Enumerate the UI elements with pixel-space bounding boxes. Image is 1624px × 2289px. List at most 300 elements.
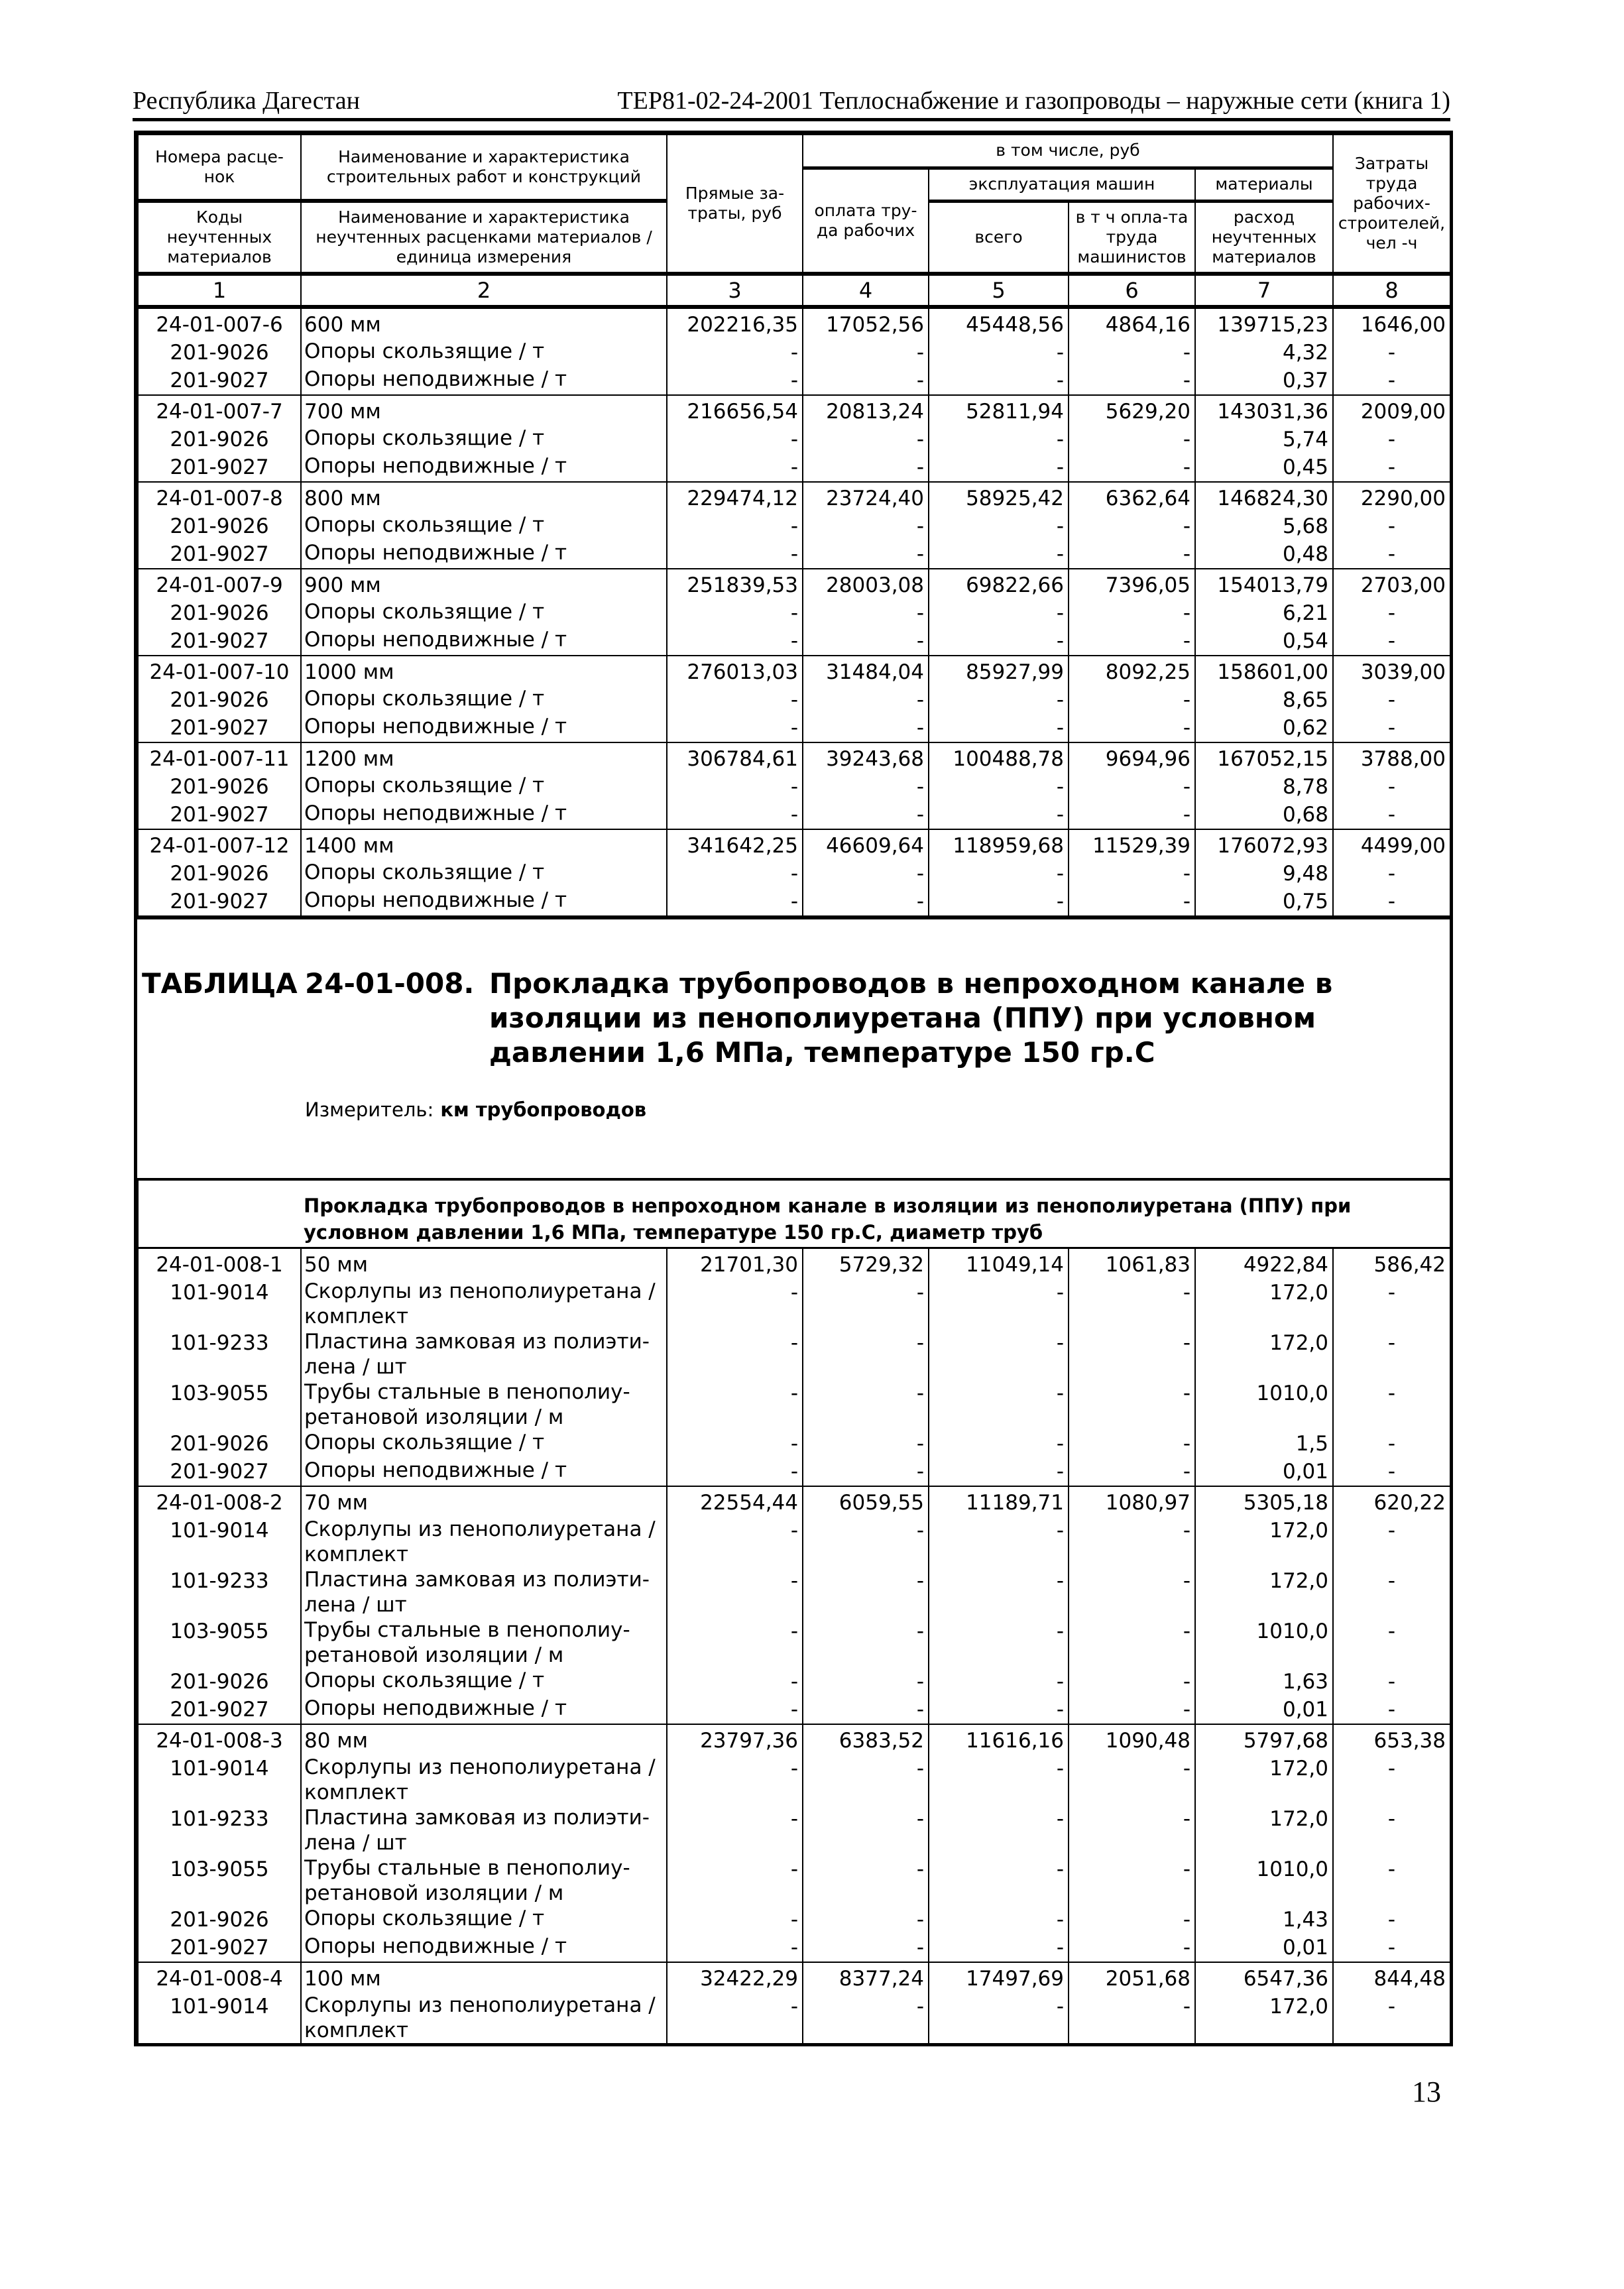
direct-costs: - [667,1755,803,1805]
material-name: Опоры скользящие / т [301,1906,667,1934]
machine-wages: 4864,16 [1069,307,1195,339]
wages: 28003,08 [803,569,929,599]
material-name: Трубы стальные в пенополиу-ретановой изоляции / м [301,1855,667,1906]
materials-consumption: 8,78 [1195,773,1333,801]
labor: - [1333,1993,1450,2043]
machine-wages: - [1069,773,1195,801]
materials: 143031,36 [1195,395,1333,426]
materials-consumption: 0,01 [1195,1696,1333,1724]
machine-wages: - [1069,1430,1195,1458]
machine-wages: - [1069,627,1195,656]
machines-total: - [929,686,1069,714]
rate-code: 24-01-008-1 [138,1248,301,1279]
table-007-body [138,307,1450,917]
material-row [138,1430,1450,1458]
machine-wages: - [1069,801,1195,829]
material-code: 201-9026 [138,860,301,888]
materials-consumption: 172,0 [1195,1805,1333,1855]
material-code: 101-9014 [138,1517,301,1567]
material-code: 101-9233 [138,1329,301,1379]
rate-code: 24-01-007-10 [138,656,301,686]
materials: 5797,68 [1195,1724,1333,1755]
table-008-body [138,1248,1450,2044]
material-name: Опоры скользящие / т [301,512,667,540]
direct-costs: 306784,61 [667,742,803,773]
wages: 20813,24 [803,395,929,426]
wages: 46609,64 [803,829,929,860]
material-name: Опоры скользящие / т [301,1668,667,1696]
material-row [138,1617,1450,1668]
material-code: 201-9027 [138,1458,301,1486]
materials-consumption: 0,48 [1195,540,1333,569]
materials: 146824,30 [1195,482,1333,512]
material-code: 201-9027 [138,801,301,829]
material-row [138,512,1450,540]
direct-costs: - [667,453,803,482]
materials-consumption: 172,0 [1195,1329,1333,1379]
material-row [138,1696,1450,1724]
rate-name: 70 мм [301,1486,667,1517]
materials-consumption: 0,37 [1195,367,1333,395]
rate-name: 600 мм [301,307,667,339]
materials-consumption: 1010,0 [1195,1617,1333,1668]
col-number: 2 [301,274,667,307]
machine-wages: - [1069,1755,1195,1805]
direct-costs: - [667,1617,803,1668]
rate-row [138,1486,1450,1517]
machine-wages: - [1069,1279,1195,1329]
direct-costs: - [667,801,803,829]
measurer-value: км трубопроводов [440,1098,647,1121]
machines-total: - [929,512,1069,540]
rate-row [138,656,1450,686]
labor: - [1333,860,1450,888]
material-row [138,599,1450,627]
machines-total: - [929,599,1069,627]
machine-wages: - [1069,1567,1195,1617]
labor: - [1333,1755,1450,1805]
wages: - [803,1934,929,1962]
materials-consumption: 1,5 [1195,1430,1333,1458]
page-number: 13 [1412,2076,1441,2108]
machines-total: 100488,78 [929,742,1069,773]
wages: - [803,426,929,453]
machine-wages: - [1069,339,1195,367]
material-code: 201-9026 [138,1430,301,1458]
materials-consumption: 0,62 [1195,714,1333,742]
labor: - [1333,888,1450,917]
material-row [138,714,1450,742]
rate-row [138,569,1450,599]
material-row [138,1329,1450,1379]
rate-code: 24-01-007-11 [138,742,301,773]
wages: - [803,1755,929,1805]
wages: 5729,32 [803,1248,929,1279]
material-name: Пластина замковая из полиэти-лена / шт [301,1329,667,1379]
wages: - [803,1668,929,1696]
col-number: 6 [1069,274,1195,307]
rates-table [134,131,1453,2046]
rate-name: 50 мм [301,1248,667,1279]
machines-total: 11189,71 [929,1486,1069,1517]
machine-wages: - [1069,1617,1195,1668]
section-subheader: Прокладка трубопроводов в непроходном канале в изоляции из пенополиуретана (ППУ) при условном давлении 1,6 МПа, температуре 150 гр.С, диаметр труб [301,1179,1450,1248]
labor: 844,48 [1333,1962,1450,1993]
materials-consumption: 172,0 [1195,1755,1333,1805]
materials-consumption: 172,0 [1195,1993,1333,2043]
material-name: Опоры неподвижные / т [301,453,667,482]
labor: - [1333,367,1450,395]
material-row [138,1517,1450,1567]
including-header: в том числе, руб [803,135,1333,168]
direct-costs: - [667,1458,803,1486]
labor: - [1333,1517,1450,1567]
material-code: 101-9014 [138,1993,301,2043]
material-code: 101-9233 [138,1567,301,1617]
material-code: 201-9026 [138,773,301,801]
machine-wages: - [1069,1855,1195,1906]
rate-name: 1400 мм [301,829,667,860]
material-row [138,773,1450,801]
machines-total: 118959,68 [929,829,1069,860]
rate-row [138,829,1450,860]
rate-code: 24-01-007-12 [138,829,301,860]
machine-wages: 8092,25 [1069,656,1195,686]
material-row [138,540,1450,569]
col2-bottom-header: Наименование и характеристика неучтенных расценками материалов / единица измерения [301,201,667,274]
machines-total: 52811,94 [929,395,1069,426]
machine-wages: - [1069,1993,1195,2043]
material-code: 201-9027 [138,367,301,395]
wages: 23724,40 [803,482,929,512]
labor: - [1333,1668,1450,1696]
material-code: 201-9027 [138,888,301,917]
direct-costs: 21701,30 [667,1248,803,1279]
machine-wages: 9694,96 [1069,742,1195,773]
material-code: 201-9026 [138,426,301,453]
col-number: 8 [1333,274,1450,307]
rate-name: 700 мм [301,395,667,426]
material-name: Опоры неподвижные / т [301,1696,667,1724]
labor: - [1333,453,1450,482]
machines-total: 85927,99 [929,656,1069,686]
material-code: 201-9027 [138,453,301,482]
rate-name: 1000 мм [301,656,667,686]
materials-consumption: 0,75 [1195,888,1333,917]
machine-wages: - [1069,453,1195,482]
wages: - [803,714,929,742]
material-row [138,426,1450,453]
material-name: Скорлупы из пенополиуретана / комплект [301,1993,667,2043]
material-row [138,1934,1450,1962]
material-row [138,801,1450,829]
rate-code: 24-01-008-2 [138,1486,301,1517]
machines-total: - [929,714,1069,742]
direct-costs: - [667,367,803,395]
labor: - [1333,714,1450,742]
machines-total: 17497,69 [929,1962,1069,1993]
labor: - [1333,627,1450,656]
material-code: 201-9027 [138,1934,301,1962]
material-row [138,860,1450,888]
wages: - [803,627,929,656]
material-name: Скорлупы из пенополиуретана / комплект [301,1279,667,1329]
direct-costs: - [667,686,803,714]
labor: 2009,00 [1333,395,1450,426]
machines-total: - [929,1805,1069,1855]
wages: - [803,1855,929,1906]
labor: - [1333,426,1450,453]
labor: - [1333,540,1450,569]
labor: - [1333,1567,1450,1617]
labor: 653,38 [1333,1724,1450,1755]
machine-wages: - [1069,1458,1195,1486]
machine-wages: - [1069,512,1195,540]
labor: 586,42 [1333,1248,1450,1279]
rate-row [138,482,1450,512]
wages: - [803,512,929,540]
machines-total: - [929,1696,1069,1724]
machine-wages: - [1069,714,1195,742]
wages: - [803,453,929,482]
labor-header: Затраты труда рабочих-строителей, чел -ч [1333,135,1450,274]
wages: - [803,1805,929,1855]
materials-consumption: 172,0 [1195,1279,1333,1329]
machines-total: - [929,453,1069,482]
labor: - [1333,1855,1450,1906]
direct-costs: - [667,1993,803,2043]
rate-name: 1200 мм [301,742,667,773]
labor: - [1333,512,1450,540]
labor: 1646,00 [1333,307,1450,339]
wages: - [803,1993,929,2043]
direct-costs: - [667,1517,803,1567]
labor: - [1333,599,1450,627]
machine-wages: - [1069,860,1195,888]
labor: - [1333,1430,1450,1458]
direct-costs: - [667,426,803,453]
col-number: 5 [929,274,1069,307]
machine-wages: - [1069,1906,1195,1934]
wages: - [803,1906,929,1934]
material-code: 201-9026 [138,1906,301,1934]
materials-consumption: 1,43 [1195,1906,1333,1934]
machines-total: - [929,1279,1069,1329]
materials-consumption: 6,21 [1195,599,1333,627]
material-name: Опоры скользящие / т [301,860,667,888]
rate-row [138,742,1450,773]
material-code: 103-9055 [138,1855,301,1906]
machines-total: 69822,66 [929,569,1069,599]
material-row [138,1279,1450,1329]
materials-consumption: 172,0 [1195,1517,1333,1567]
machines-total: 11616,16 [929,1724,1069,1755]
labor: 4499,00 [1333,829,1450,860]
machines-total: - [929,426,1069,453]
col-number: 7 [1195,274,1333,307]
material-row [138,1993,1450,2043]
rate-code: 24-01-007-9 [138,569,301,599]
material-name: Опоры скользящие / т [301,339,667,367]
direct-costs: - [667,599,803,627]
material-row [138,1379,1450,1430]
direct-costs-header: Прямые за-траты, руб [667,135,803,274]
machines-total: 11049,14 [929,1248,1069,1279]
direct-costs: 22554,44 [667,1486,803,1517]
machines-total: - [929,1668,1069,1696]
material-name: Опоры неподвижные / т [301,627,667,656]
labor: - [1333,801,1450,829]
machines-total: - [929,1617,1069,1668]
wages: - [803,1517,929,1567]
direct-costs: - [667,1805,803,1855]
material-row [138,1668,1450,1696]
material-name: Опоры неподвижные / т [301,888,667,917]
materials-consumption: 5,74 [1195,426,1333,453]
material-row [138,453,1450,482]
machine-wages: - [1069,1668,1195,1696]
machines-total: - [929,888,1069,917]
col1-bottom-header: Коды неучтенных материалов [138,201,301,274]
materials: 4922,84 [1195,1248,1333,1279]
material-name: Опоры неподвижные / т [301,540,667,569]
materials-sub-header: расход неучтенных материалов [1195,201,1333,274]
materials-consumption: 1,63 [1195,1668,1333,1696]
region-name: Республика Дагестан [133,87,360,115]
col-number: 1 [138,274,301,307]
materials-consumption: 9,48 [1195,860,1333,888]
direct-costs: - [667,1329,803,1379]
machines-total: - [929,1906,1069,1934]
material-name: Опоры скользящие / т [301,686,667,714]
machines-total: - [929,1329,1069,1379]
table-header [138,135,1450,307]
table-label: ТАБЛИЦА [142,967,298,1000]
machine-wages: 1080,97 [1069,1486,1195,1517]
material-code: 201-9026 [138,686,301,714]
labor: - [1333,339,1450,367]
rate-row [138,395,1450,426]
machines-total: - [929,367,1069,395]
column-number-row [138,274,1450,307]
materials-consumption: 8,65 [1195,686,1333,714]
direct-costs: - [667,1696,803,1724]
materials-consumption: 0,01 [1195,1458,1333,1486]
rate-row [138,1962,1450,1993]
material-code: 201-9026 [138,1668,301,1696]
machine-wages: - [1069,599,1195,627]
materials-consumption: 4,32 [1195,339,1333,367]
material-name: Опоры скользящие / т [301,426,667,453]
machines-total: - [929,1755,1069,1805]
direct-costs: - [667,1379,803,1430]
labor: - [1333,1279,1450,1329]
labor: - [1333,1617,1450,1668]
material-name: Опоры скользящие / т [301,773,667,801]
material-code: 103-9055 [138,1379,301,1430]
machine-wages: - [1069,1934,1195,1962]
wages: - [803,1617,929,1668]
machine-wages: - [1069,540,1195,569]
table-number: 24-01-008. [305,967,475,1000]
rate-code: 24-01-008-3 [138,1724,301,1755]
material-code: 201-9026 [138,339,301,367]
material-name: Опоры неподвижные / т [301,1934,667,1962]
direct-costs: - [667,1855,803,1906]
wages: - [803,1430,929,1458]
wages: - [803,888,929,917]
wages: - [803,599,929,627]
material-code: 103-9055 [138,1617,301,1668]
machine-wages: - [1069,1329,1195,1379]
machine-wages: - [1069,1379,1195,1430]
wages: - [803,773,929,801]
material-name: Трубы стальные в пенополиу-ретановой изоляции / м [301,1379,667,1430]
labor: 3788,00 [1333,742,1450,773]
material-row [138,1567,1450,1617]
machines-total: - [929,801,1069,829]
material-row [138,1755,1450,1805]
material-row [138,1855,1450,1906]
col-number: 4 [803,274,929,307]
measurer [305,1096,646,1124]
machines-total: 58925,42 [929,482,1069,512]
material-code: 201-9027 [138,627,301,656]
direct-costs: - [667,540,803,569]
material-code: 201-9026 [138,599,301,627]
direct-costs: 251839,53 [667,569,803,599]
labor: - [1333,1329,1450,1379]
material-code: 201-9027 [138,540,301,569]
materials-consumption: 0,45 [1195,453,1333,482]
measurer-label: Измеритель: [305,1098,434,1121]
rate-row [138,307,1450,339]
materials-consumption: 1010,0 [1195,1855,1333,1906]
materials-consumption: 5,68 [1195,512,1333,540]
machine-wages: 6362,64 [1069,482,1195,512]
material-code: 101-9014 [138,1279,301,1329]
machine-wages: 1061,83 [1069,1248,1195,1279]
direct-costs: 216656,54 [667,395,803,426]
machines-wages-header: в т ч опла-та труда машинистов [1069,201,1195,274]
col-number: 3 [667,274,803,307]
wages: - [803,339,929,367]
materials: 6547,36 [1195,1962,1333,1993]
material-name: Опоры скользящие / т [301,599,667,627]
direct-costs: 23797,36 [667,1724,803,1755]
rate-code: 24-01-007-8 [138,482,301,512]
wages: - [803,1458,929,1486]
material-name: Опоры неподвижные / т [301,801,667,829]
labor: - [1333,1458,1450,1486]
wages: - [803,801,929,829]
machine-wages: 11529,39 [1069,829,1195,860]
table-008-title-section [138,917,1450,1248]
direct-costs: 341642,25 [667,829,803,860]
machines-total: 45448,56 [929,307,1069,339]
machines-total: - [929,1934,1069,1962]
machines-header: эксплуатация машин [929,168,1195,201]
direct-costs: 202216,35 [667,307,803,339]
rate-code: 24-01-007-7 [138,395,301,426]
materials-consumption: 0,54 [1195,627,1333,656]
material-name: Опоры скользящие / т [301,1430,667,1458]
machine-wages: - [1069,1517,1195,1567]
wages-header: оплата тру-да рабочих [803,168,929,274]
direct-costs: - [667,1668,803,1696]
wages: - [803,1567,929,1617]
rate-code: 24-01-008-4 [138,1962,301,1993]
